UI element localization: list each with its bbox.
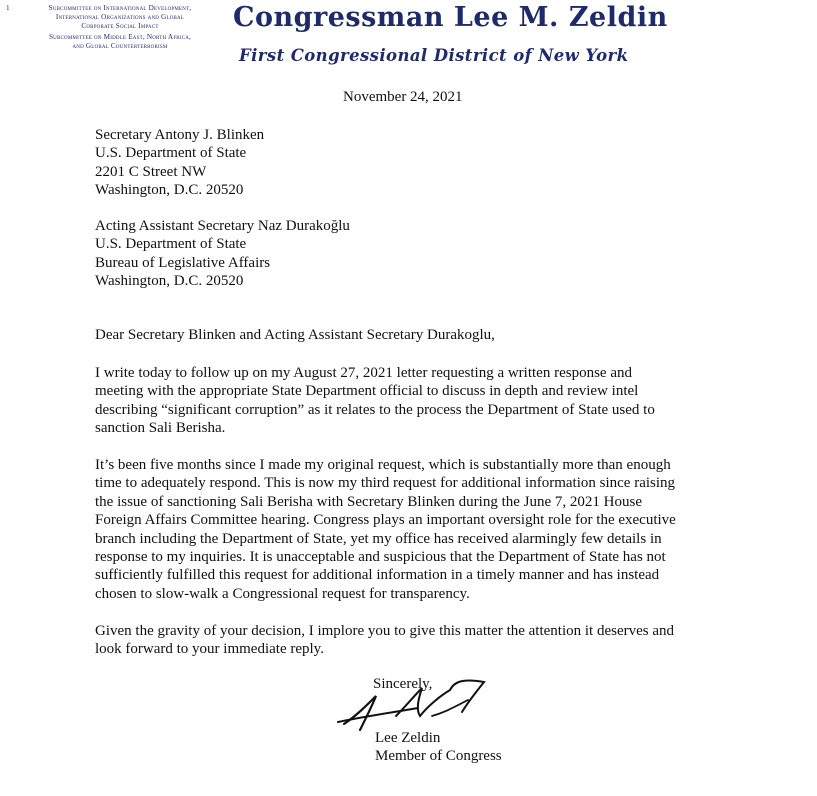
letterhead-name: Congressman Lee M. Zeldin	[233, 2, 668, 33]
address-line: U.S. Department of State	[95, 236, 247, 253]
paragraph-line: sanction Sali Berisha.	[95, 420, 226, 437]
signer-title: Member of Congress	[375, 748, 502, 765]
paragraph-line: It’s been five months since I made my original request, which is substantially more than enough	[95, 457, 671, 473]
recipient-address-block	[95, 126, 264, 200]
paragraph-line: the issue of sanctioning Sali Berisha with Secretary Blinken during the June 7, 2021 House	[95, 493, 642, 510]
paragraph-line: meeting with the appropriate State Department official to discuss in depth and review intel	[95, 383, 639, 400]
body-paragraph	[95, 456, 735, 603]
address-line: Acting Assistant Secretary Naz Durakoğlu	[95, 218, 350, 234]
paragraph-line: time to adequately respond. This is now my third request for additional information since raising	[95, 475, 676, 492]
committee-line: Subcommittee on Middle East, North Africa,	[48, 33, 192, 41]
paragraph-line: branch including the Department of State, yet my office has received alarmingly few details in	[95, 530, 662, 547]
address-line: Secretary Antony J. Blinken	[95, 127, 265, 143]
paragraph-line: describing “significant corruption” as it relates to the process the Department of State used to	[95, 401, 655, 418]
address-line: Washington, D.C. 20520	[95, 182, 244, 199]
address-line: 2201 C Street NW	[95, 163, 207, 180]
body-paragraph	[95, 622, 735, 659]
body-paragraph	[95, 364, 735, 438]
closing: Sincerely,	[373, 676, 433, 692]
committee-line: and Global Counterterrorism	[72, 42, 168, 50]
paragraph-line: sufficiently fulfilled this request for additional information in a timely manner and has instead	[95, 567, 660, 584]
paragraph-line: chosen to slow-walk a Congressional request for transparency.	[95, 585, 470, 602]
address-line: U.S. Department of State	[95, 145, 247, 162]
address-line: Bureau of Legislative Affairs	[95, 254, 271, 271]
paragraph-line: look forward to your immediate reply.	[95, 641, 324, 658]
committee-assignments	[6, 4, 224, 51]
address-line: Washington, D.C. 20520	[95, 273, 244, 290]
letterhead-district: First Congressional District of New York	[239, 46, 629, 65]
signer-name: Lee Zeldin	[375, 730, 441, 746]
paragraph-line: Foreign Affairs Committee hearing. Congress plays an important oversight role for the executive	[95, 512, 676, 529]
committee-line: Corporate Social Impact	[81, 22, 159, 30]
salutation: Dear Secretary Blinken and Acting Assistant Secretary Durakoglu,	[95, 327, 495, 343]
signer-block	[375, 729, 502, 766]
paragraph-line: response to my inquiries. It is unacceptable and suspicious that the Department of State has not	[95, 549, 666, 566]
committee-line: International Organizations and Global	[55, 13, 185, 21]
paragraph-line: I write today to follow up on my August 27, 2021 letter requesting a written response and	[95, 365, 632, 381]
committee-line: Subcommittee on International Development,	[48, 4, 192, 12]
committee-marker: 1	[6, 4, 10, 12]
paragraph-line: Given the gravity of your decision, I implore you to give this matter the attention it deserves and	[95, 623, 675, 639]
recipient-address-block	[95, 217, 350, 291]
letter-date: November 24, 2021	[343, 89, 463, 105]
signature-image	[336, 676, 496, 736]
